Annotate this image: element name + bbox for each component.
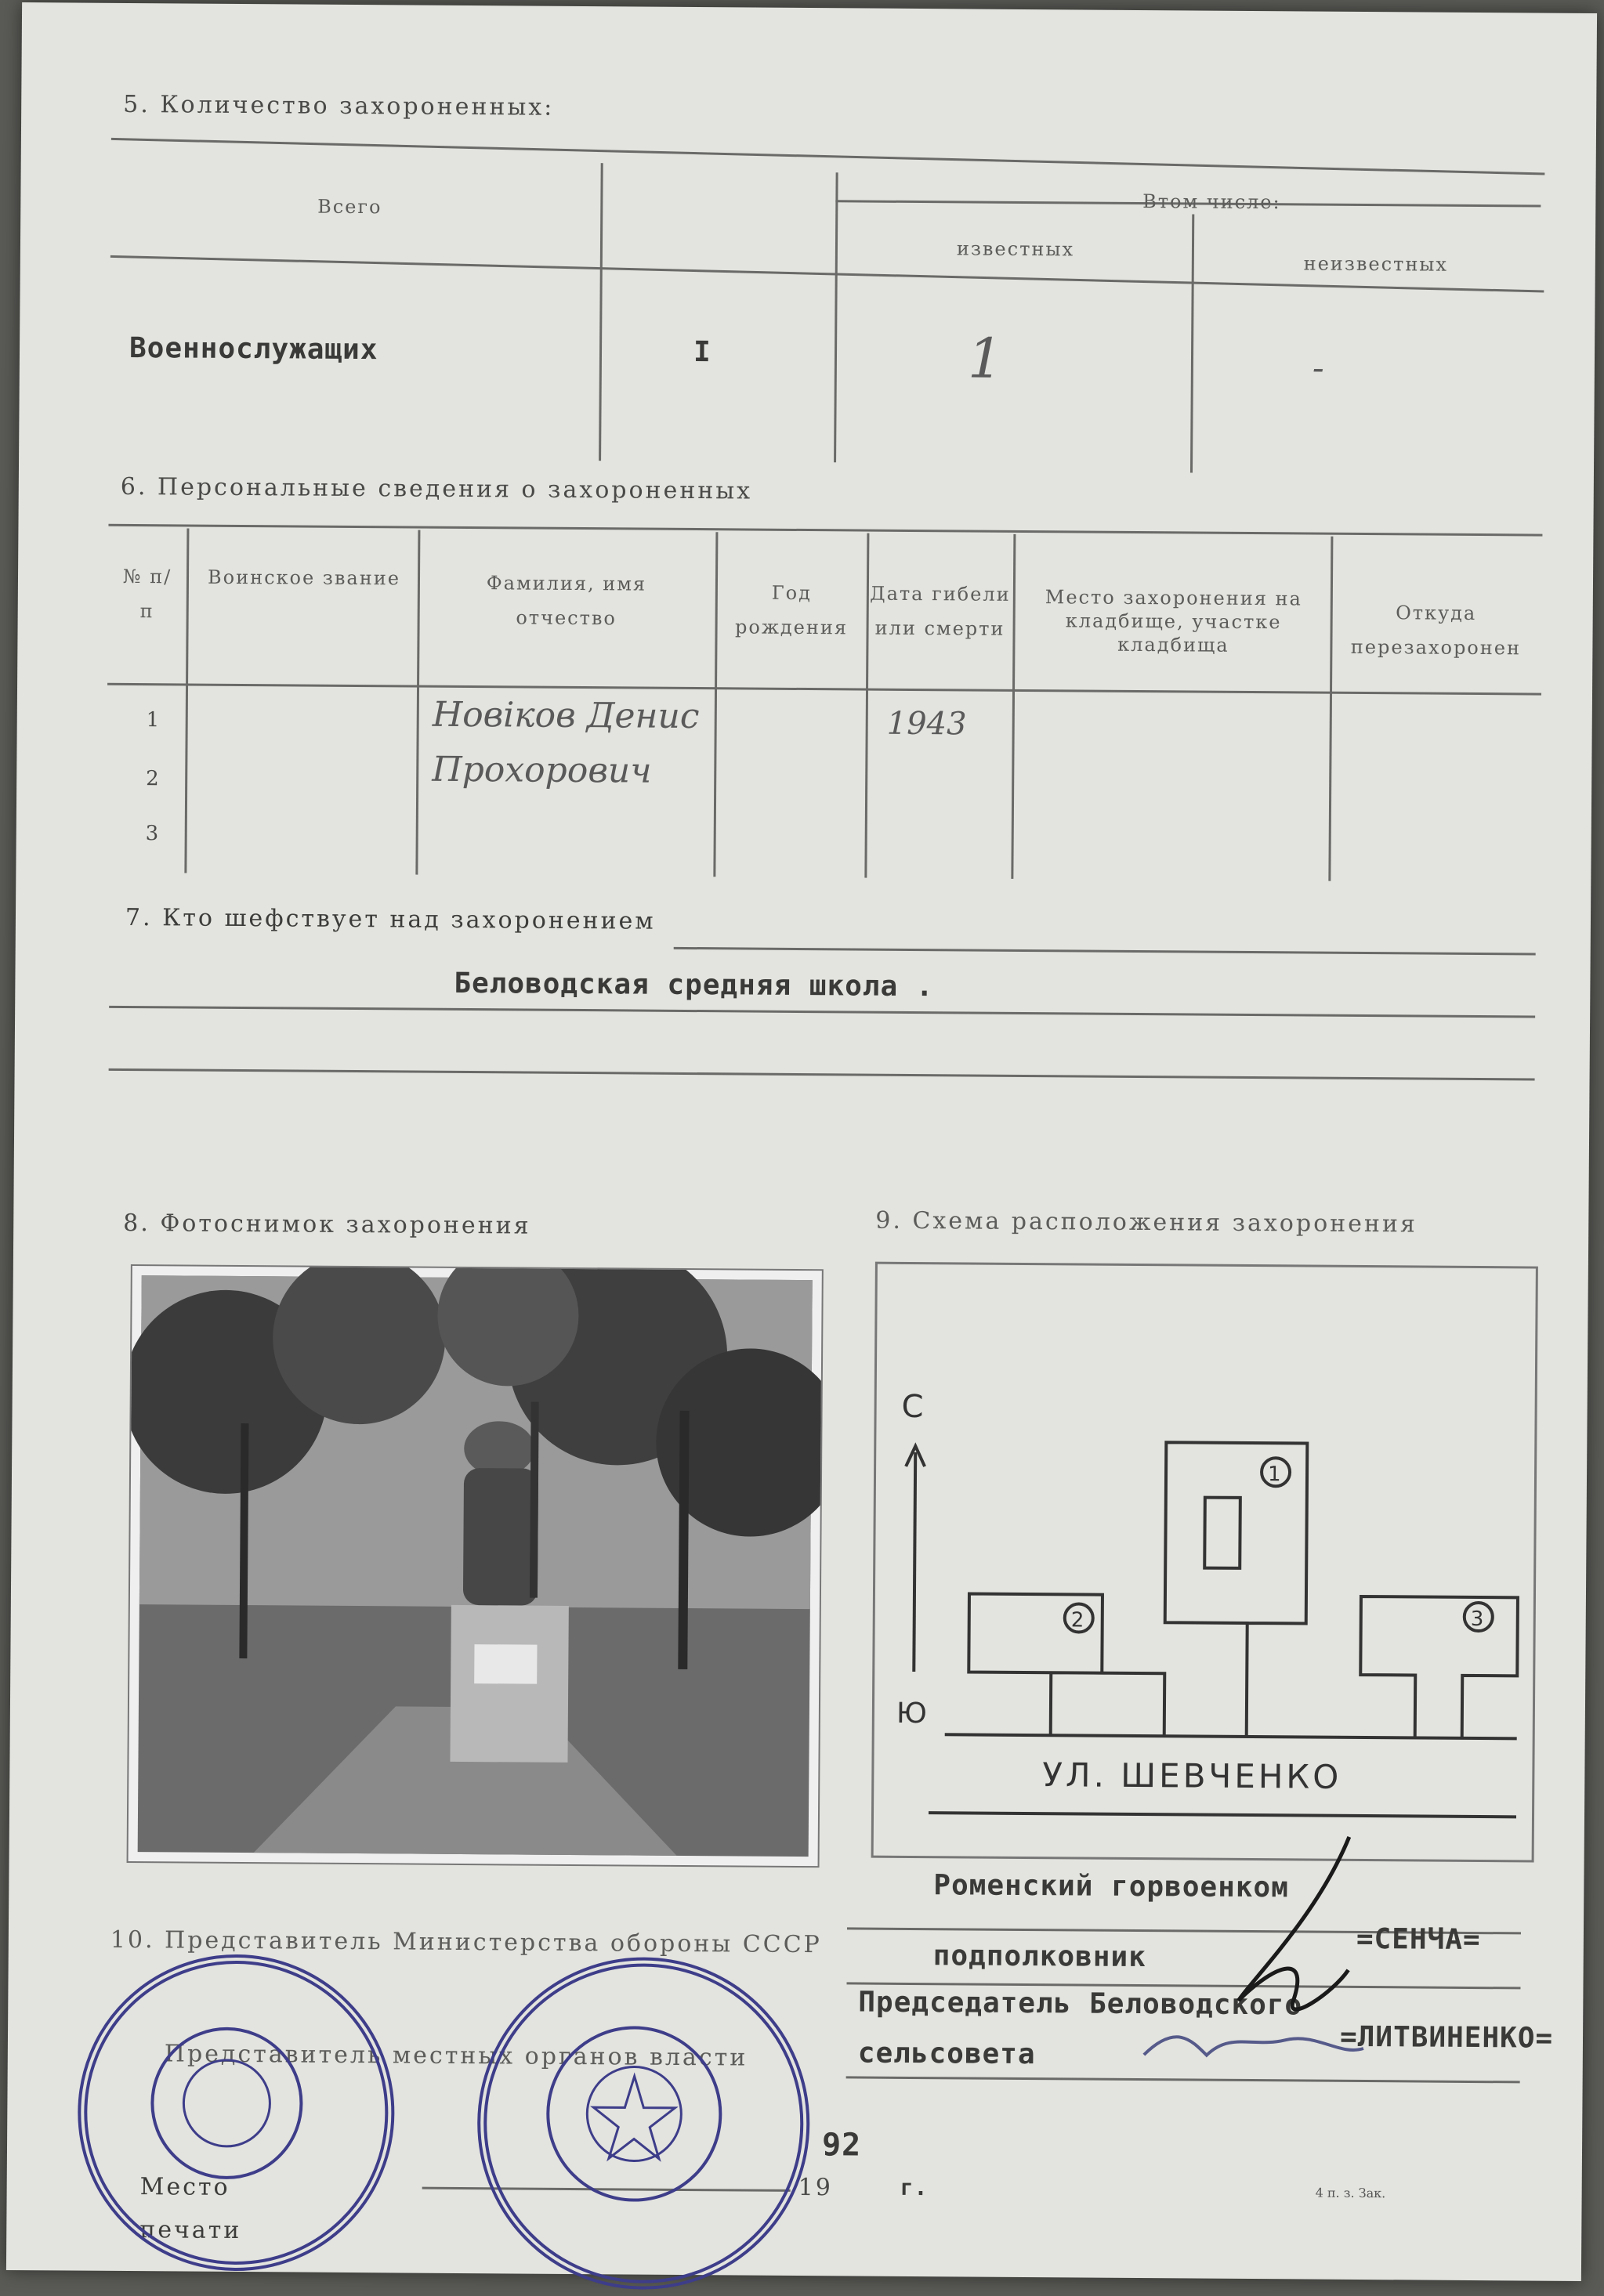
section-8-title: 8. Фотоснимок захоронения xyxy=(123,1209,531,1240)
military-rank: подполковник xyxy=(932,1940,1146,1974)
chairman-signer: =ЛИТВИНЕНКО= xyxy=(1339,2020,1554,2055)
s7-line-3 xyxy=(109,1068,1535,1081)
section-5-title: 5. Количество захороненных: xyxy=(123,90,555,121)
council-label: сельсовета xyxy=(857,2037,1036,2071)
table6-col6 xyxy=(1328,537,1333,881)
col-known-header: известных xyxy=(956,237,1075,261)
document-sheet xyxy=(6,2,1597,2281)
year-suffix: г. xyxy=(900,2174,929,2201)
name-line-2: Прохорович xyxy=(432,749,652,791)
military-commissariat-stamp xyxy=(77,1954,396,2272)
print-code: 4 п. з. Зак. xyxy=(1315,2185,1386,2201)
seal-place-label: Место xyxy=(139,2173,230,2201)
hdr-name: Фамилия, имя отчество xyxy=(486,572,647,630)
military-signer: =СЕНЧА= xyxy=(1356,1922,1481,1957)
hdr-rank: Воинское звание xyxy=(207,566,401,590)
col-including-header: Втом числе: xyxy=(1142,190,1281,214)
hdr-burial-place: Место захоронения на кладбище, участке кладбища xyxy=(1045,586,1302,656)
col-unknown-header: неизвестных xyxy=(1303,252,1449,276)
row-2-number: 2 xyxy=(146,767,159,791)
section-9-title: 9. Схема расположения захоронения xyxy=(875,1206,1418,1238)
chairman-title: Председатель Беловодского xyxy=(858,1986,1303,2022)
memorial-photo-image xyxy=(129,1266,822,1866)
signatures xyxy=(1128,1820,1506,2088)
village-council-stamp xyxy=(476,1956,811,2291)
section-7-title: 7. Кто шефствует над захоронением xyxy=(125,903,656,935)
section-10-title: 10. Представитель Министерства обороны СССР xyxy=(110,1925,822,1959)
row-servicemen: Военнослужащих xyxy=(129,331,378,367)
marker-1: 1 xyxy=(1267,1463,1281,1487)
s7-line-1 xyxy=(674,947,1536,956)
unknown-count: - xyxy=(1312,348,1324,389)
table5-col1 xyxy=(599,163,603,461)
table6-top-line xyxy=(108,524,1542,537)
south-label: Ю xyxy=(896,1697,927,1730)
death-year: 1943 xyxy=(886,705,967,743)
row-1-number: 1 xyxy=(146,708,160,732)
north-label: С xyxy=(901,1388,924,1426)
year-value: 92 xyxy=(821,2127,862,2164)
table5-col3 xyxy=(1190,214,1194,472)
local-authority-label: Представитель местных органов власти xyxy=(164,2040,748,2072)
burial-photo xyxy=(127,1264,824,1868)
s7-line-2 xyxy=(109,1006,1535,1018)
hdr-birth-year: Год рождения xyxy=(734,581,849,639)
name-line-1: Новіков Денис xyxy=(432,694,700,737)
total-count: I xyxy=(693,336,711,369)
location-schema xyxy=(871,1262,1538,1863)
row-3-number: 3 xyxy=(145,822,159,846)
patron-school: Беловодская средняя школа . xyxy=(454,967,934,1003)
table6-col1 xyxy=(184,529,189,873)
table6-header-line xyxy=(107,683,1541,696)
location-schema-drawing xyxy=(874,1264,1531,1856)
hdr-number: № п/п xyxy=(122,565,172,623)
military-office: Роменский горвоенком xyxy=(933,1869,1289,1904)
col-total-header: Всего xyxy=(317,195,382,219)
known-count: 1 xyxy=(967,326,1003,391)
street-label: УЛ. ШЕВЧЕНКО xyxy=(1042,1755,1342,1796)
table6-col2 xyxy=(415,530,420,875)
marker-3: 3 xyxy=(1470,1607,1484,1632)
hdr-reburied-from: Откуда перезахоронен xyxy=(1350,602,1522,660)
table6-col3 xyxy=(713,532,718,877)
seal-label: печати xyxy=(139,2216,242,2245)
table5-top-line xyxy=(111,138,1545,175)
year-prefix: 19 xyxy=(798,2174,833,2202)
table5-col2 xyxy=(834,172,838,462)
marker-2: 2 xyxy=(1070,1608,1084,1633)
hdr-death-date: Дата гибели или смерти xyxy=(870,582,1011,640)
section-6-title: 6. Персональные сведения о захороненных xyxy=(120,472,753,505)
table6-col5 xyxy=(1011,534,1016,879)
